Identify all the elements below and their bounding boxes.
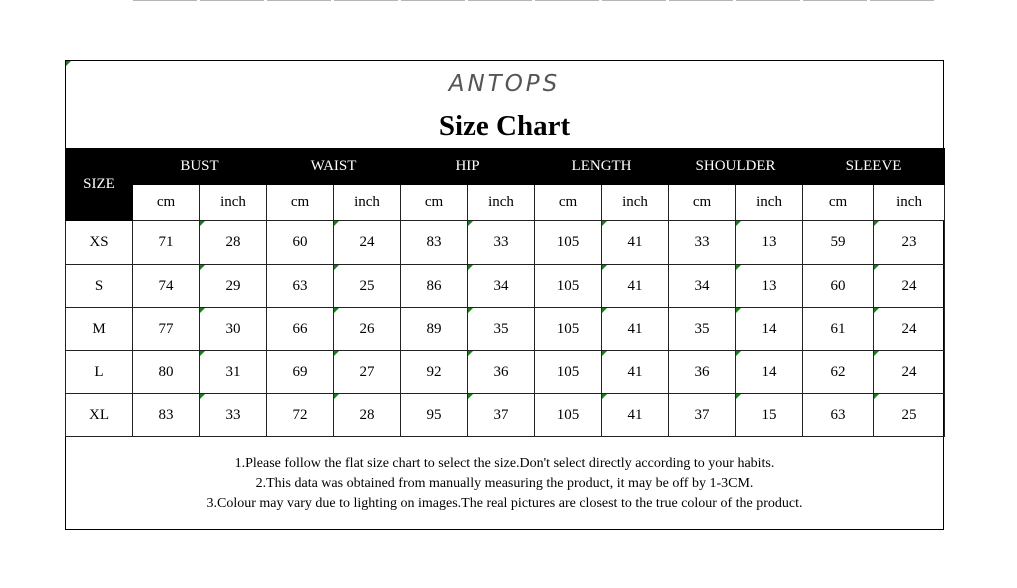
size-table-body bbox=[66, 221, 945, 437]
spreadsheet-gridlines bbox=[0, 0, 1017, 1]
unit-inch: inch bbox=[736, 185, 803, 221]
measurement-cell: 105 bbox=[535, 351, 602, 394]
unit-cm: cm bbox=[669, 185, 736, 221]
table-row bbox=[66, 221, 945, 265]
measurement-cell: 41 bbox=[602, 394, 669, 437]
measurement-cell: 14 bbox=[736, 308, 803, 351]
measurement-cell: 28 bbox=[334, 394, 401, 437]
size-cell: L bbox=[66, 351, 133, 394]
unit-cm: cm bbox=[267, 185, 334, 221]
measurement-cell: 41 bbox=[602, 308, 669, 351]
measurement-cell: 14 bbox=[736, 351, 803, 394]
measurement-cell: 26 bbox=[334, 308, 401, 351]
cell-marker-icon bbox=[66, 61, 71, 66]
measurement-cell: 24 bbox=[874, 351, 945, 394]
measurement-cell: 89 bbox=[401, 308, 468, 351]
measurement-cell: 83 bbox=[401, 221, 468, 265]
measurement-cell: 60 bbox=[267, 221, 334, 265]
measurement-cell: 60 bbox=[803, 265, 874, 308]
measurement-cell: 24 bbox=[334, 221, 401, 265]
units-row bbox=[66, 185, 945, 221]
measurement-cell: 63 bbox=[803, 394, 874, 437]
unit-inch: inch bbox=[468, 185, 535, 221]
unit-cm: cm bbox=[401, 185, 468, 221]
group-header-waist: WAIST bbox=[267, 149, 401, 185]
size-cell: XL bbox=[66, 394, 133, 437]
measurement-cell: 25 bbox=[874, 394, 945, 437]
measurement-cell: 62 bbox=[803, 351, 874, 394]
measurement-cell: 105 bbox=[535, 265, 602, 308]
measurement-cell: 15 bbox=[736, 394, 803, 437]
measurement-cell: 29 bbox=[200, 265, 267, 308]
measurement-cell: 61 bbox=[803, 308, 874, 351]
measurement-cell: 33 bbox=[669, 221, 736, 265]
measurement-cell: 33 bbox=[200, 394, 267, 437]
unit-cm: cm bbox=[803, 185, 874, 221]
table-row bbox=[66, 394, 945, 437]
measurement-cell: 71 bbox=[133, 221, 200, 265]
measurement-cell: 13 bbox=[736, 265, 803, 308]
measurement-cell: 80 bbox=[133, 351, 200, 394]
unit-inch: inch bbox=[334, 185, 401, 221]
group-header-shoulder: SHOULDER bbox=[669, 149, 803, 185]
measurement-cell: 41 bbox=[602, 265, 669, 308]
measurement-cell: 95 bbox=[401, 394, 468, 437]
measurement-cell: 27 bbox=[334, 351, 401, 394]
measurement-cell: 37 bbox=[669, 394, 736, 437]
measurement-cell: 31 bbox=[200, 351, 267, 394]
page-title: Size Chart bbox=[438, 110, 571, 142]
measurement-cell: 66 bbox=[267, 308, 334, 351]
measurement-cell: 105 bbox=[535, 308, 602, 351]
measurement-cell: 41 bbox=[602, 221, 669, 265]
group-header-hip: HIP bbox=[401, 149, 535, 185]
size-cell: XS bbox=[66, 221, 133, 265]
measurement-cell: 37 bbox=[468, 394, 535, 437]
measurement-cell: 69 bbox=[267, 351, 334, 394]
table-row bbox=[66, 265, 945, 308]
size-cell: M bbox=[66, 308, 133, 351]
group-header-length: LENGTH bbox=[535, 149, 669, 185]
measurement-cell: 36 bbox=[669, 351, 736, 394]
brand-logo: ANTOPS bbox=[448, 71, 561, 97]
table-row bbox=[66, 308, 945, 351]
measurement-cell: 24 bbox=[874, 308, 945, 351]
size-chart-sheet bbox=[65, 60, 944, 530]
measurement-cell: 24 bbox=[874, 265, 945, 308]
measurement-cell: 33 bbox=[468, 221, 535, 265]
measurement-cell: 28 bbox=[200, 221, 267, 265]
size-table bbox=[65, 148, 945, 437]
unit-inch: inch bbox=[200, 185, 267, 221]
measurement-cell: 13 bbox=[736, 221, 803, 265]
group-header-sleeve: SLEEVE bbox=[803, 149, 945, 185]
unit-cm: cm bbox=[133, 185, 200, 221]
measurement-cell: 72 bbox=[267, 394, 334, 437]
size-cell: S bbox=[66, 265, 133, 308]
measurement-cell: 92 bbox=[401, 351, 468, 394]
size-column-header: SIZE bbox=[66, 149, 133, 221]
measurement-cell: 77 bbox=[133, 308, 200, 351]
measurement-cell: 25 bbox=[334, 265, 401, 308]
measurement-cell: 34 bbox=[468, 265, 535, 308]
table-row bbox=[66, 351, 945, 394]
measurement-cell: 35 bbox=[669, 308, 736, 351]
measurement-cell: 63 bbox=[267, 265, 334, 308]
measurement-cell: 59 bbox=[803, 221, 874, 265]
note-line: 3.Colour may vary due to lighting on images.The real pictures are closest to the true colour of the product. bbox=[206, 496, 803, 511]
unit-inch: inch bbox=[874, 185, 945, 221]
measurement-cell: 41 bbox=[602, 351, 669, 394]
measurement-cell: 74 bbox=[133, 265, 200, 308]
notes bbox=[66, 454, 943, 514]
measurement-cell: 30 bbox=[200, 308, 267, 351]
group-header-bust: BUST bbox=[133, 149, 267, 185]
measurement-cell: 36 bbox=[468, 351, 535, 394]
measurement-cell: 105 bbox=[535, 221, 602, 265]
measurement-cell: 23 bbox=[874, 221, 945, 265]
note-line: 1.Please follow the flat size chart to select the size.Don't select directly according to your habits. bbox=[234, 456, 775, 471]
measurement-cell: 35 bbox=[468, 308, 535, 351]
unit-cm: cm bbox=[535, 185, 602, 221]
measurement-cell: 105 bbox=[535, 394, 602, 437]
measurement-cell: 83 bbox=[133, 394, 200, 437]
note-line: 2.This data was obtained from manually measuring the product, it may be off by 1-3CM. bbox=[255, 476, 754, 491]
measurement-cell: 86 bbox=[401, 265, 468, 308]
unit-inch: inch bbox=[602, 185, 669, 221]
measurement-cell: 34 bbox=[669, 265, 736, 308]
